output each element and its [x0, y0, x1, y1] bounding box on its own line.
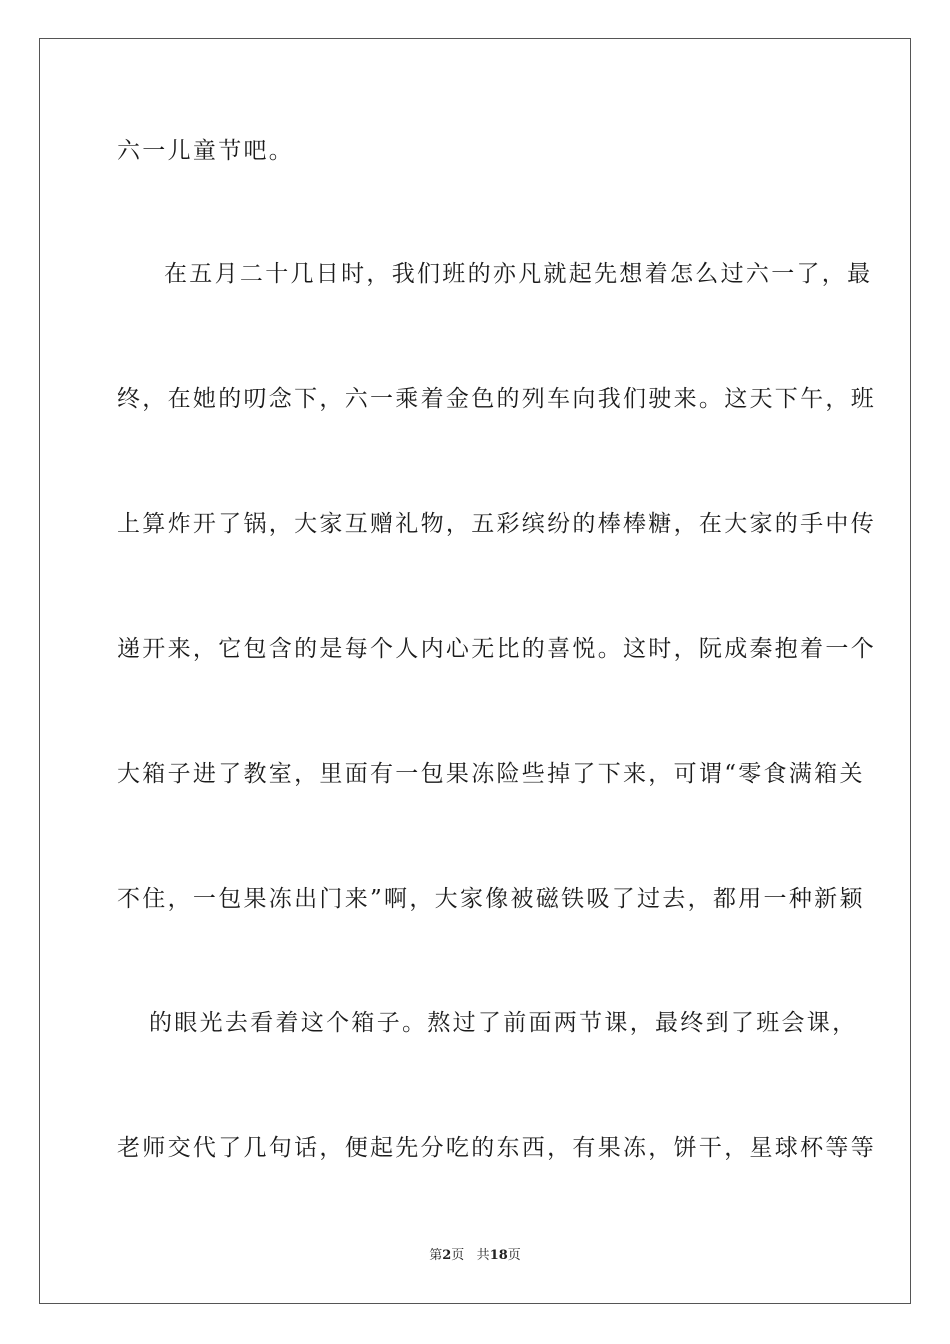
text-line-6: 大箱子进了教室，里面有一包果冻险些掉了下来，可谓“零食满箱关: [117, 761, 865, 787]
text-line-5: 递开来，它包含的是每个人内心无比的喜悦。这时，阮成秦抱着一个: [117, 636, 876, 662]
total-suffix: 页: [507, 1248, 521, 1263]
page-prefix: 第: [429, 1248, 443, 1263]
page-border: [39, 38, 911, 1304]
text-line-7: 不住，一包果冻出门来”啊，大家像被磁铁吸了过去，都用一种新颖: [117, 886, 865, 912]
text-line-8: 的眼光去看着这个箱子。熬过了前面两节课，最终到了班会课，: [149, 1010, 858, 1036]
text-line-1: 六一儿童节吧。: [117, 138, 295, 164]
total-prefix: 共: [476, 1248, 490, 1263]
page-suffix: 页: [451, 1248, 465, 1263]
page-footer: [0, 1248, 950, 1264]
page-number: 2: [442, 1248, 452, 1263]
text-line-9: 老师交代了几句话，便起先分吃的东西，有果冻，饼干，星球杯等等: [117, 1135, 876, 1161]
text-line-2: 在五月二十几日时，我们班的亦凡就起先想着怎么过六一了，最: [164, 261, 873, 287]
text-line-3: 终，在她的叨念下，六一乘着金色的列车向我们驶来。这天下午，班: [117, 386, 876, 412]
total-pages: 18: [489, 1248, 508, 1263]
text-line-4: 上算炸开了锅，大家互赠礼物，五彩缤纷的棒棒糖，在大家的手中传: [117, 511, 876, 537]
